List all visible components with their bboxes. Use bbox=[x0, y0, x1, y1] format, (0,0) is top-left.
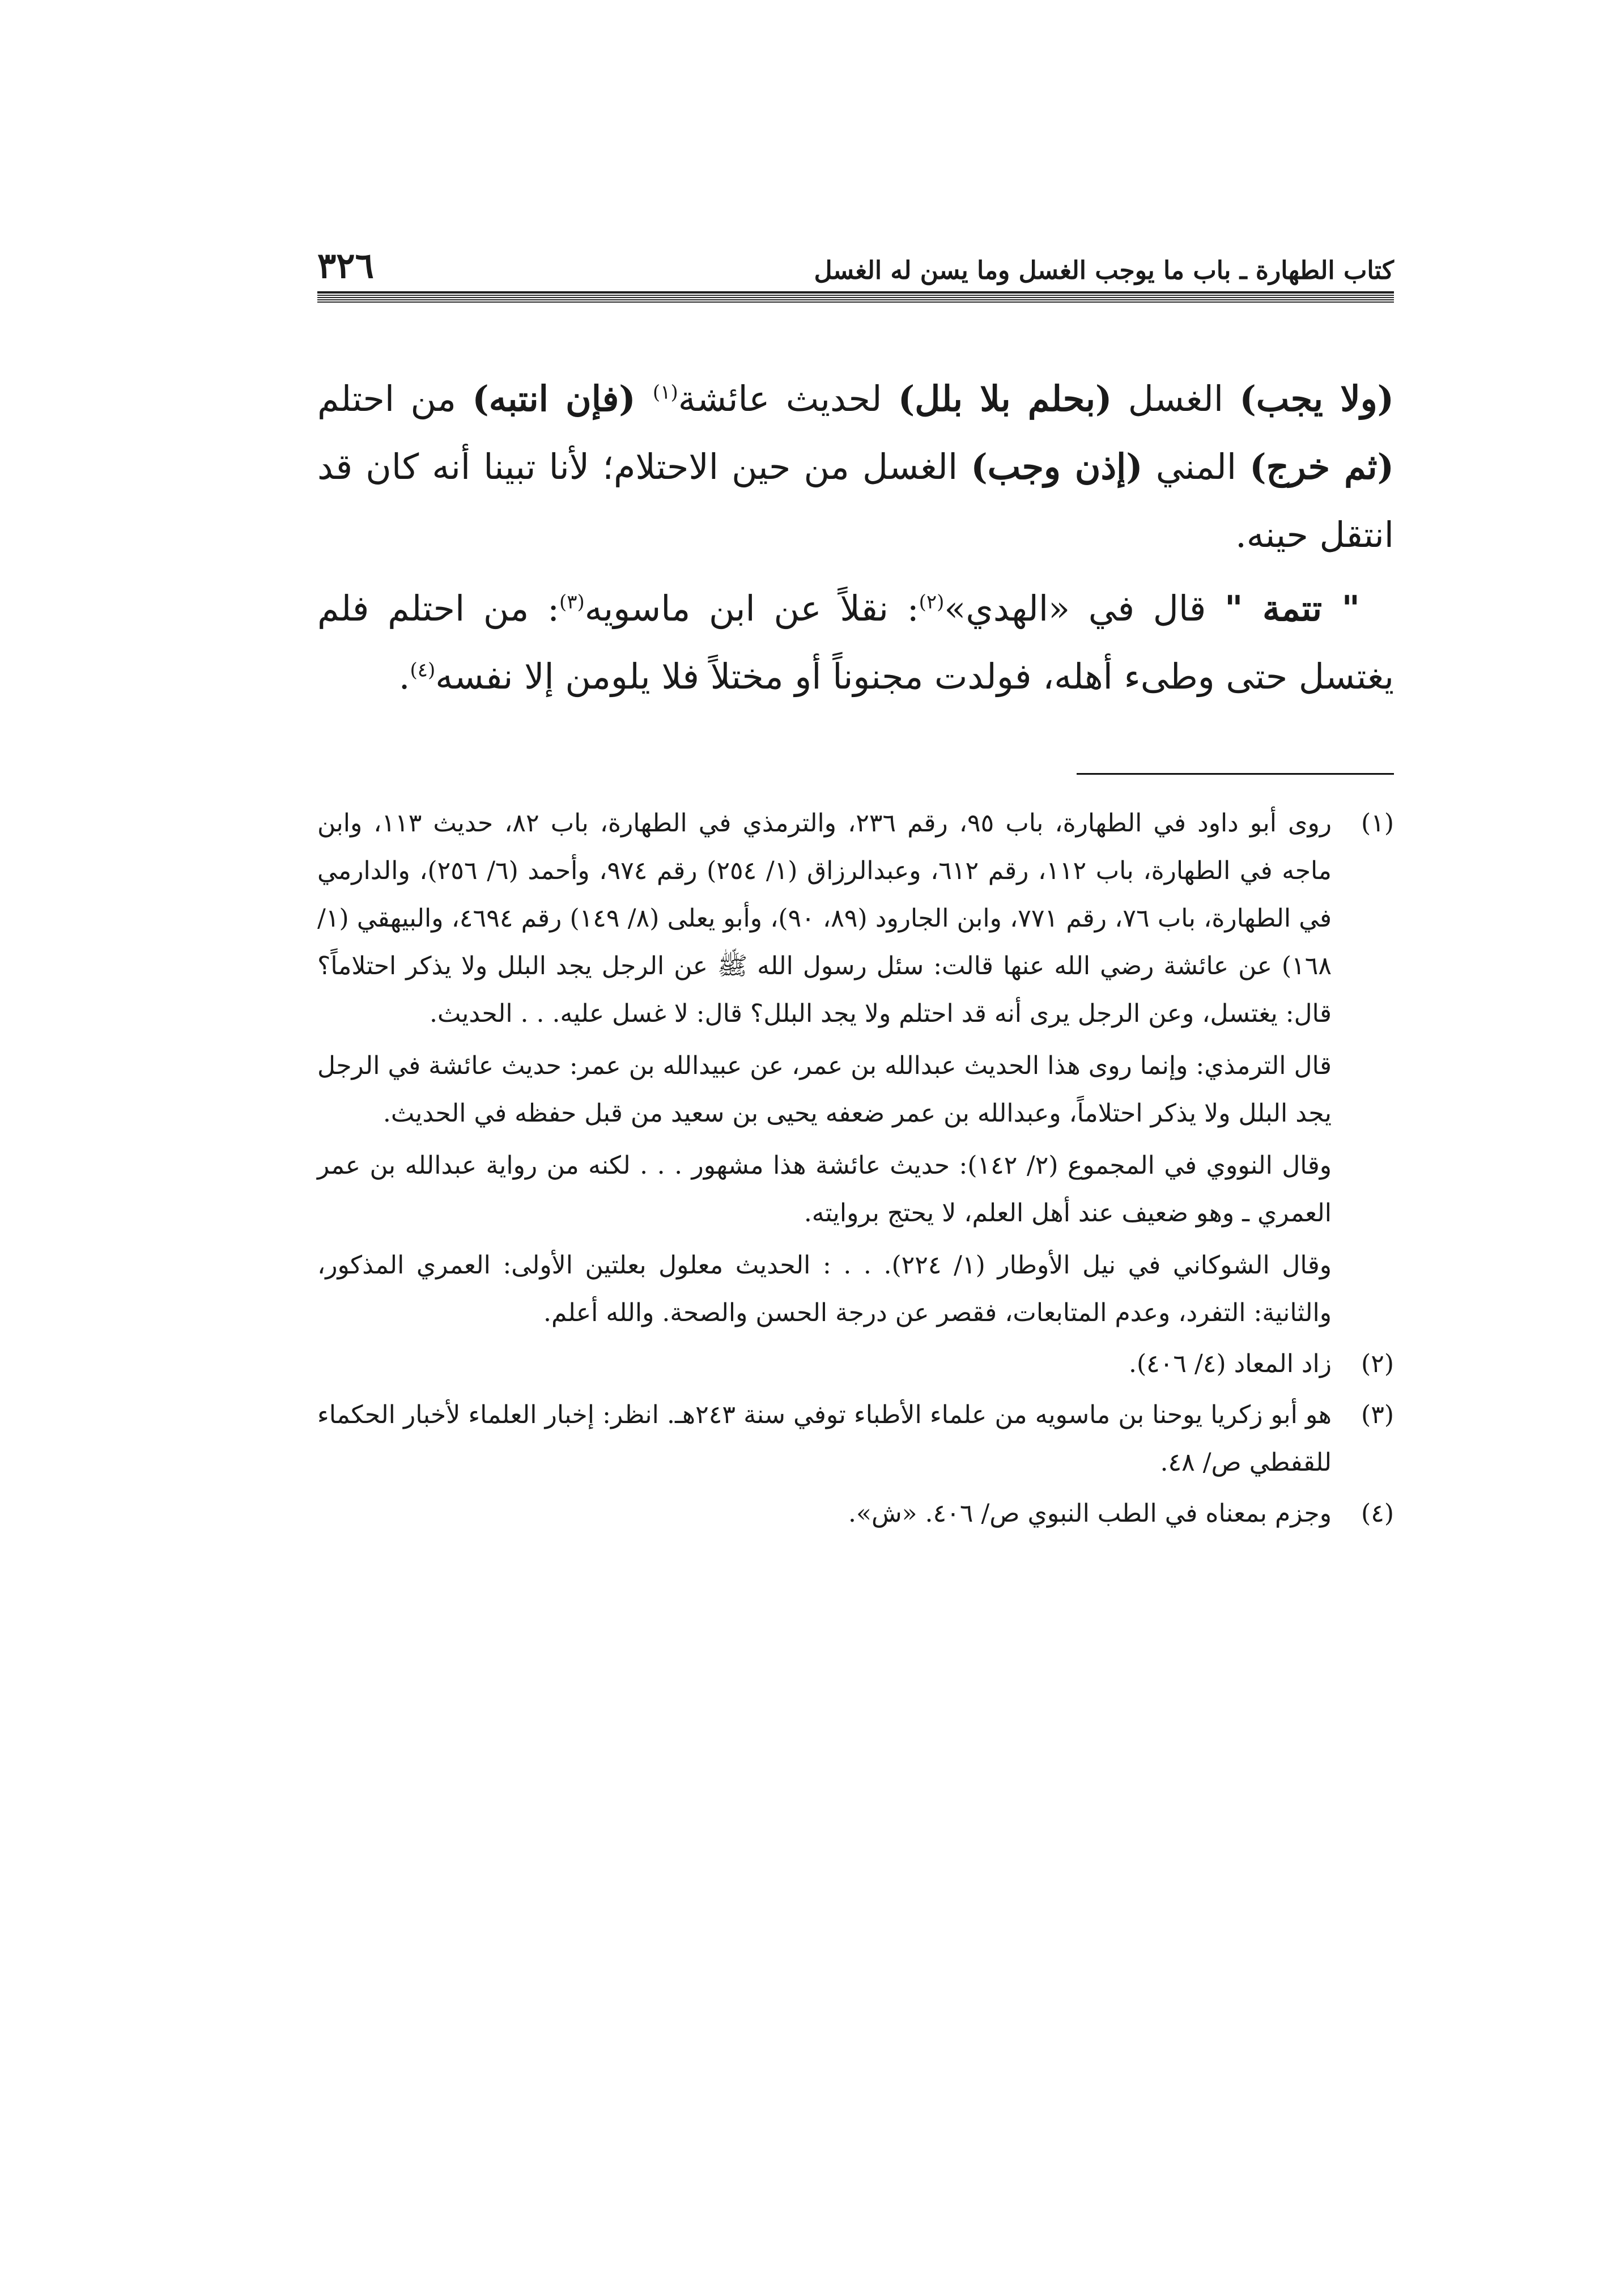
commentary-text: قال في «الهدي» bbox=[944, 588, 1225, 629]
footnote-separator bbox=[1077, 773, 1394, 775]
footnote-body bbox=[317, 1340, 1332, 1388]
main-text bbox=[317, 365, 1394, 711]
footnote-body bbox=[317, 1391, 1332, 1487]
commentary-text: الغسل bbox=[1112, 378, 1240, 419]
matn-phrase: (ولا يجب) bbox=[1239, 378, 1394, 419]
running-header-title: كتاب الطهارة ـ باب ما يوجب الغسل وما يسن له الغسل bbox=[814, 256, 1394, 285]
footnote-paragraph: قال الترمذي: وإنما روى هذا الحديث عبدالله بن عمر، عن عبيدالله بن عمر: حديث عائشة في الرجل يجد البلل ولا يذكر احتلاماً، وعبدالله بن عمر ضعفه يحيى بن سعيد من قبل حفظه في الحديث. bbox=[317, 1051, 1332, 1128]
footnotes bbox=[317, 800, 1394, 1538]
commentary-text: الغسل من حين الاحتلام؛ لأنا تبينا أنه كان قد انتقل حينه. bbox=[317, 446, 1394, 555]
matn-phrase: (ثم خرج) bbox=[1249, 446, 1394, 487]
footnote-body bbox=[317, 800, 1332, 1337]
commentary-text: من احتلم bbox=[317, 378, 473, 419]
footnote-ref-1[interactable]: (١) bbox=[652, 381, 678, 404]
footnote-3 bbox=[317, 1391, 1394, 1487]
footnote-ref-4[interactable]: (٤) bbox=[410, 659, 436, 682]
running-header bbox=[317, 238, 1394, 286]
main-paragraph-1 bbox=[317, 365, 1394, 569]
main-paragraph-2 bbox=[317, 575, 1394, 711]
commentary-text: . bbox=[398, 656, 410, 697]
commentary-text: : من احتلم فلم يغتسل حتى وطىء أهله، فولدت مجنوناً أو مختلاً فلا يلومن إلا نفسه bbox=[317, 588, 1394, 697]
footnote-paragraph: وقال الشوكاني في نيل الأوطار (١/ ٢٢٤). . . : الحديث معلول بعلتين الأولى: العمري المذكور، والثانية: التفرد، وعدم المتابعات، فقصر عن درجة الحسن والصحة. والله أعلم. bbox=[317, 1251, 1332, 1327]
commentary-text: لحديث عائشة bbox=[678, 378, 898, 419]
matn-phrase: (بحلم بلا بلل) bbox=[898, 378, 1112, 419]
footnote-2 bbox=[317, 1340, 1394, 1388]
footnote-paragraph: هو أبو زكريا يوحنا بن ماسويه من علماء الأطباء توفي سنة ٢٤٣هـ. انظر: إخبار العلماء لأخبار الحكماء للقفطي ص/ ٤٨. bbox=[317, 1400, 1332, 1477]
footnote-1 bbox=[317, 800, 1394, 1337]
footnote-ref-3[interactable]: (٣) bbox=[559, 591, 585, 614]
footnote-number: (٢) bbox=[1361, 1349, 1394, 1378]
matn-phrase: (فإن انتبه) bbox=[472, 378, 653, 419]
footnote-ref-2[interactable]: (٢) bbox=[919, 591, 945, 614]
footnote-paragraph: وجزم بمعناه في الطب النبوي ص/ ٤٠٦. «ش». bbox=[848, 1499, 1332, 1528]
footnote-number: (١) bbox=[1361, 809, 1394, 838]
commentary-text: : نقلاً عن ابن ماسويه bbox=[584, 588, 919, 629]
header-rule bbox=[317, 291, 1394, 303]
footnote-paragraph: زاد المعاد (٤/ ٤٠٦). bbox=[1128, 1349, 1332, 1378]
book-page bbox=[317, 238, 1394, 2222]
tatimma-label: " تتمة " bbox=[1225, 588, 1360, 629]
matn-phrase: (إذن وجب) bbox=[971, 446, 1143, 487]
page-number: ٣٢٦ bbox=[317, 245, 374, 286]
footnote-number: (٤) bbox=[1361, 1499, 1394, 1528]
footnote-number: (٣) bbox=[1361, 1400, 1394, 1429]
footnote-body bbox=[317, 1490, 1332, 1538]
footnote-paragraph: وقال النووي في المجموع (٢/ ١٤٢): حديث عائشة هذا مشهور . . . لكنه من رواية عبدالله بن عمر العمري ـ وهو ضعيف عند أهل العلم، لا يحتج بروايته. bbox=[317, 1151, 1332, 1228]
footnote-paragraph: روى أبو داود في الطهارة، باب ٩٥، رقم ٢٣٦، والترمذي في الطهارة، باب ٨٢، حديث ١١٣، وابن ماجه في الطهارة، باب ١١٢، رقم ٦١٢، وعبدالرزاق (١/ ٢٥٤) رقم ٩٧٤، وأحمد (٦/ ٢٥٦)، والدارمي في الطهارة، باب ٧٦، رقم ٧٧١، وابن الجارود (٨٩، ٩٠)، وأبو يعلى (٨/ ١٤٩) رقم ٤٦٩٤، والبيهقي (١/ ١٦٨) عن عائشة رضي الله عنها قالت: سئل رسول الله ﷺ عن الرجل يجد البلل ولا يذكر احتلاماً؟ قال: يغتسل، وعن الرجل يرى أنه قد احتلم ولا يجد البلل؟ قال: لا غسل عليه. . . الحديث. bbox=[317, 809, 1332, 1028]
footnote-4 bbox=[317, 1490, 1394, 1538]
commentary-text: المني bbox=[1142, 446, 1250, 487]
